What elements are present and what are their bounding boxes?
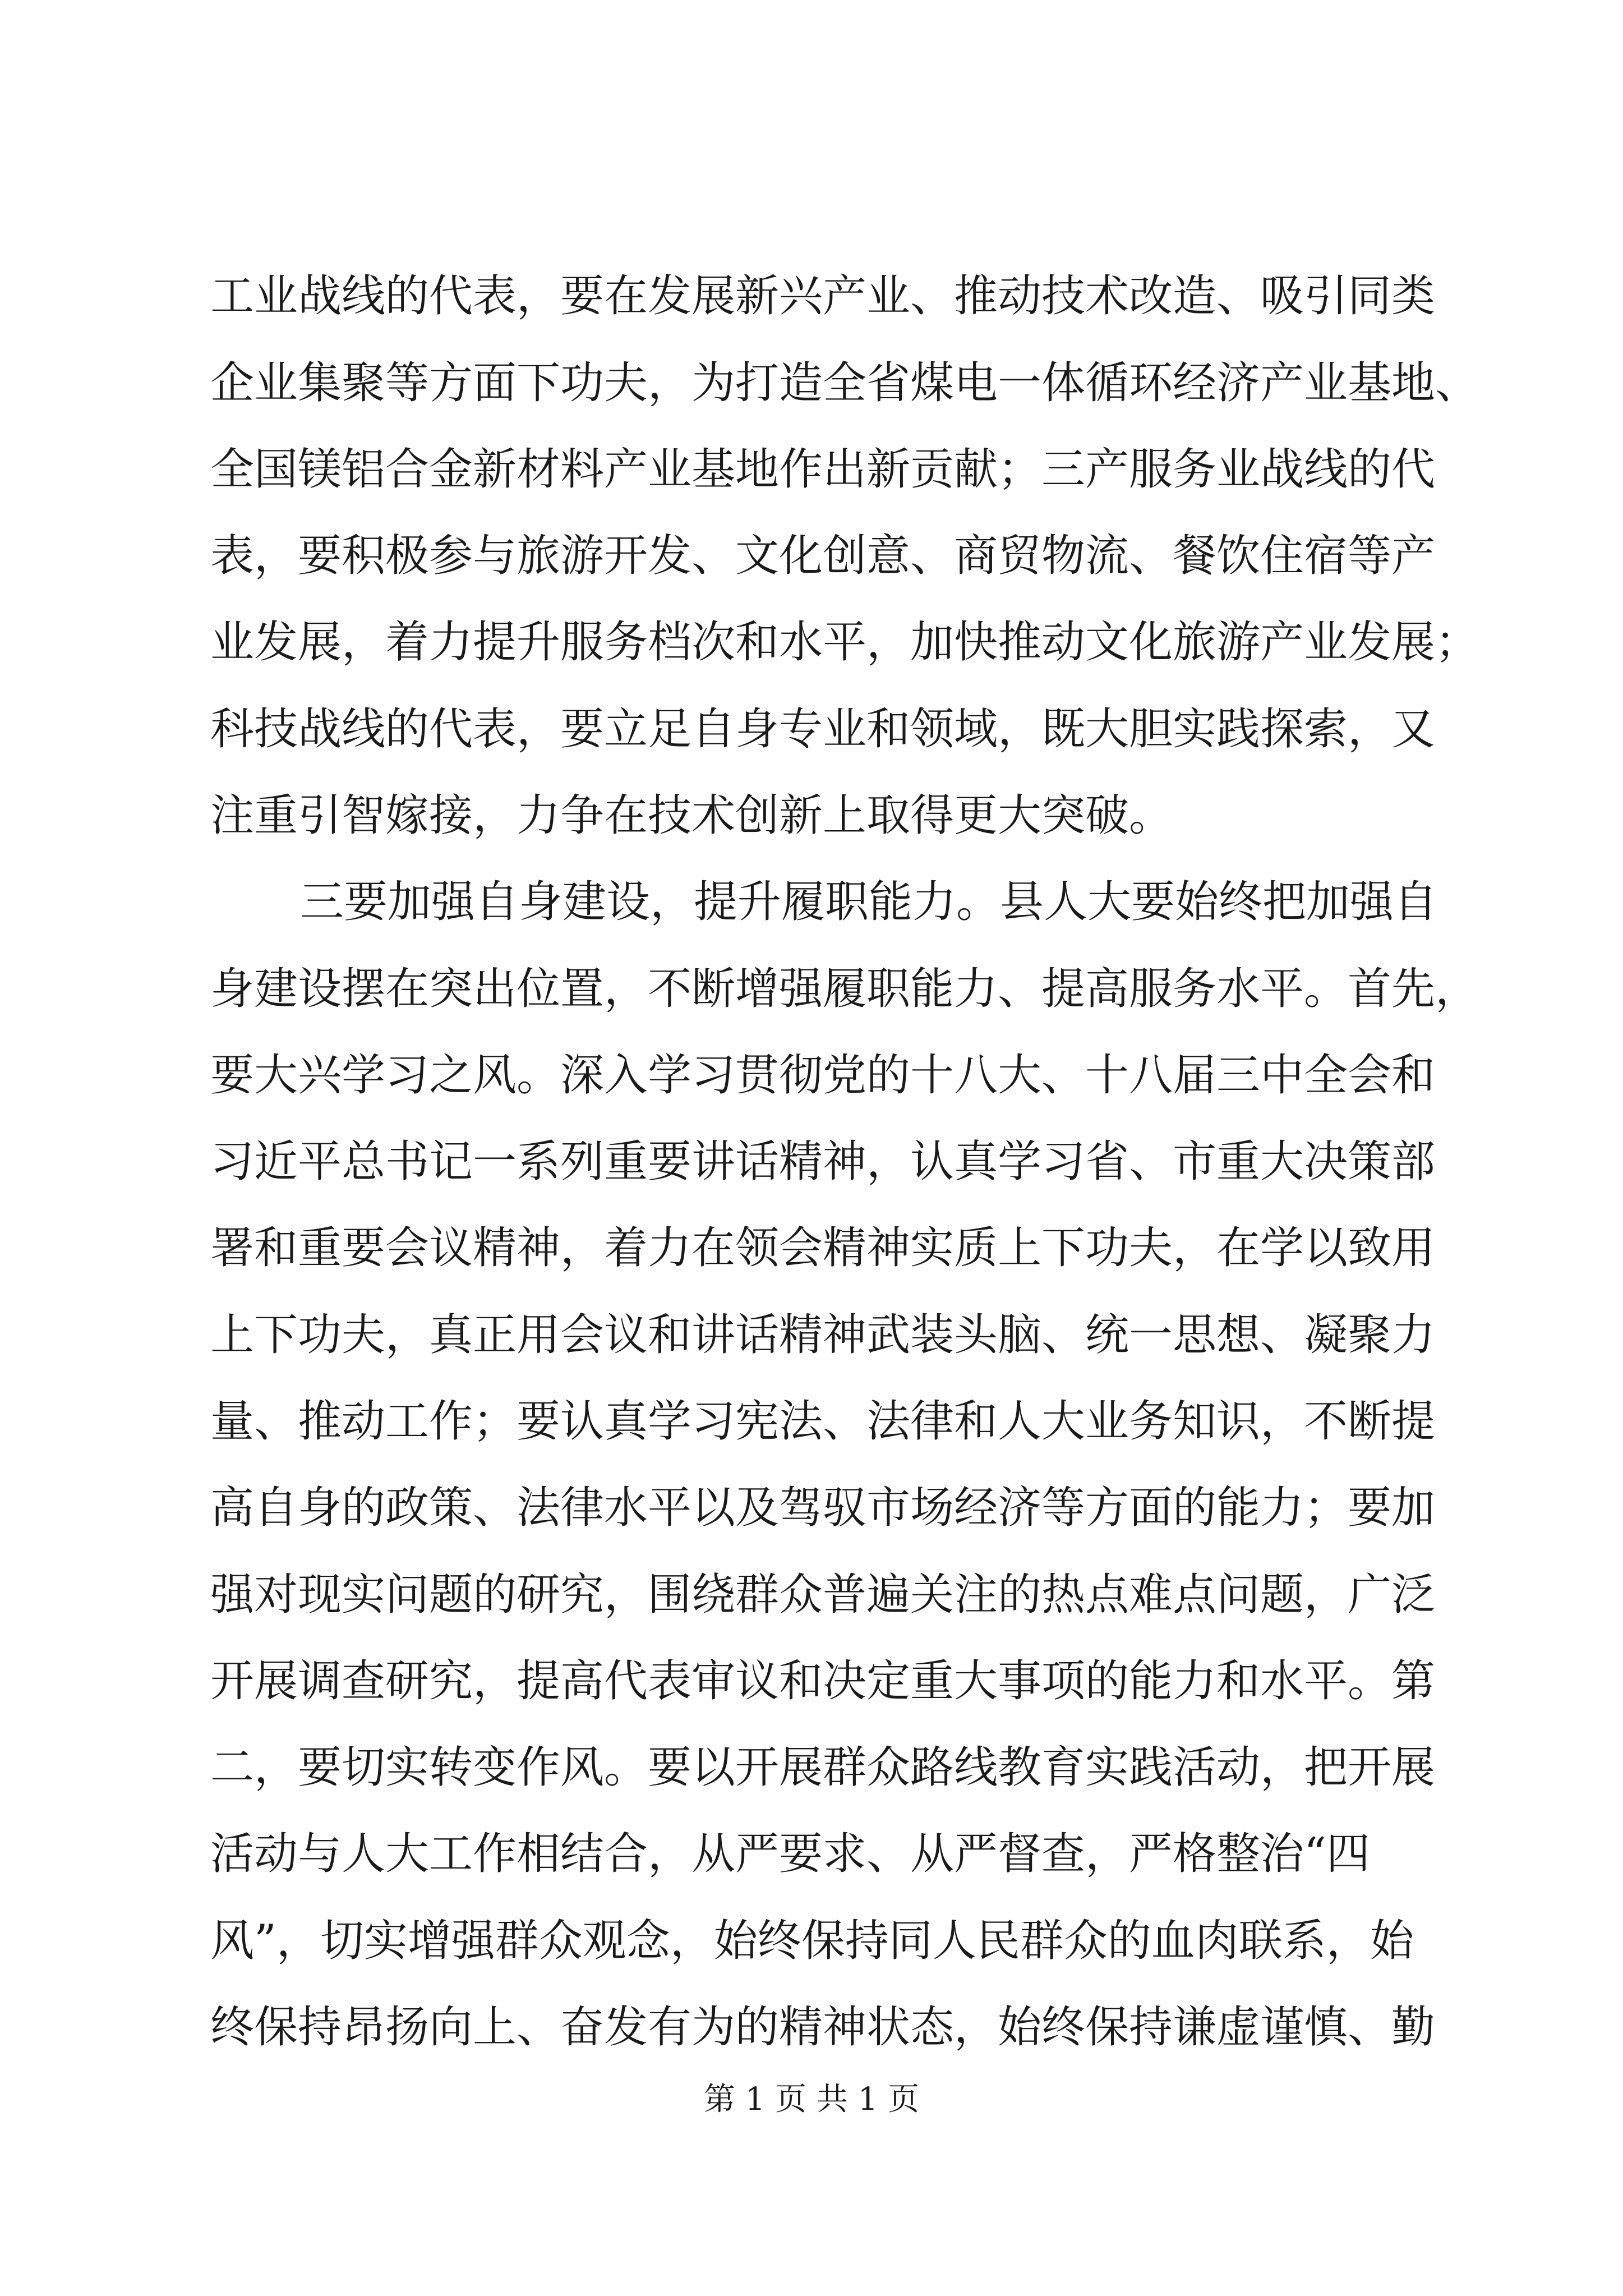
text-line: 强对现实问题的研究，围绕群众普遍关注的热点难点问题，广泛 (210, 1570, 1436, 1620)
text-line: 署和重要会议精神，着力在领会精神实质上下功夫，在学以致用 (210, 1223, 1436, 1273)
page-number-footer: 第 1 页 共 1 页 (703, 2081, 920, 2118)
text-line: 量、推动工作；要认真学习宪法、法律和人大业务知识，不断提 (210, 1396, 1436, 1447)
text-line: 活动与人大工作相结合，从严要求、从严督查，严格整治“四 (210, 1829, 1370, 1879)
text-line: 工业战线的代表，要在发展新兴产业、推动技术改造、吸引同类 (210, 271, 1436, 321)
text-line: 身建设摆在突出位置，不断增强履职能力、提高服务水平。首先， (210, 964, 1479, 1014)
text-line: 风”，切实增强群众观念，始终保持同人民群众的血肉联系，始 (210, 1916, 1414, 1966)
text-line: 终保持昂扬向上、奋发有为的精神状态，始终保持谦虚谨慎、勤 (210, 2002, 1436, 2053)
text-line: 二，要切实转变作风。要以开展群众路线教育实践活动，把开展 (210, 1742, 1436, 1793)
text-line: 要大兴学习之风。深入学习贯彻党的十八大、十八届三中全会和 (210, 1050, 1436, 1101)
text-line: 注重引智嫁接，力争在技术创新上取得更大突破。 (210, 790, 1173, 841)
text-line: 全国镁铝合金新材料产业基地作出新贡献；三产服务业战线的代 (210, 444, 1436, 495)
text-line: 开展调查研究，提高代表审议和决定重大事项的能力和水平。第 (210, 1656, 1436, 1706)
text-line: 企业集聚等方面下功夫，为打造全省煤电一体循环经济产业基地、 (210, 358, 1479, 408)
text-line: 科技战线的代表，要立足自身专业和领域，既大胆实践探索，又 (210, 704, 1436, 754)
text-line: 表，要积极参与旅游开发、文化创意、商贸物流、餐饮住宿等产 (210, 531, 1436, 581)
text-line: 习近平总书记一系列重要讲话精神，认真学习省、市重大决策部 (210, 1137, 1436, 1187)
text-line: 上下功夫，真正用会议和讲话精神武装头脑、统一思想、凝聚力 (210, 1310, 1436, 1360)
paragraph-start-line: 三要加强自身建设，提升履职能力。县人大要始终把加强自 (300, 877, 1438, 927)
text-line: 高自身的政策、法律水平以及驾驭市场经济等方面的能力；要加 (210, 1483, 1436, 1533)
text-line: 业发展，着力提升服务档次和水平，加快推动文化旅游产业发展； (210, 617, 1479, 668)
